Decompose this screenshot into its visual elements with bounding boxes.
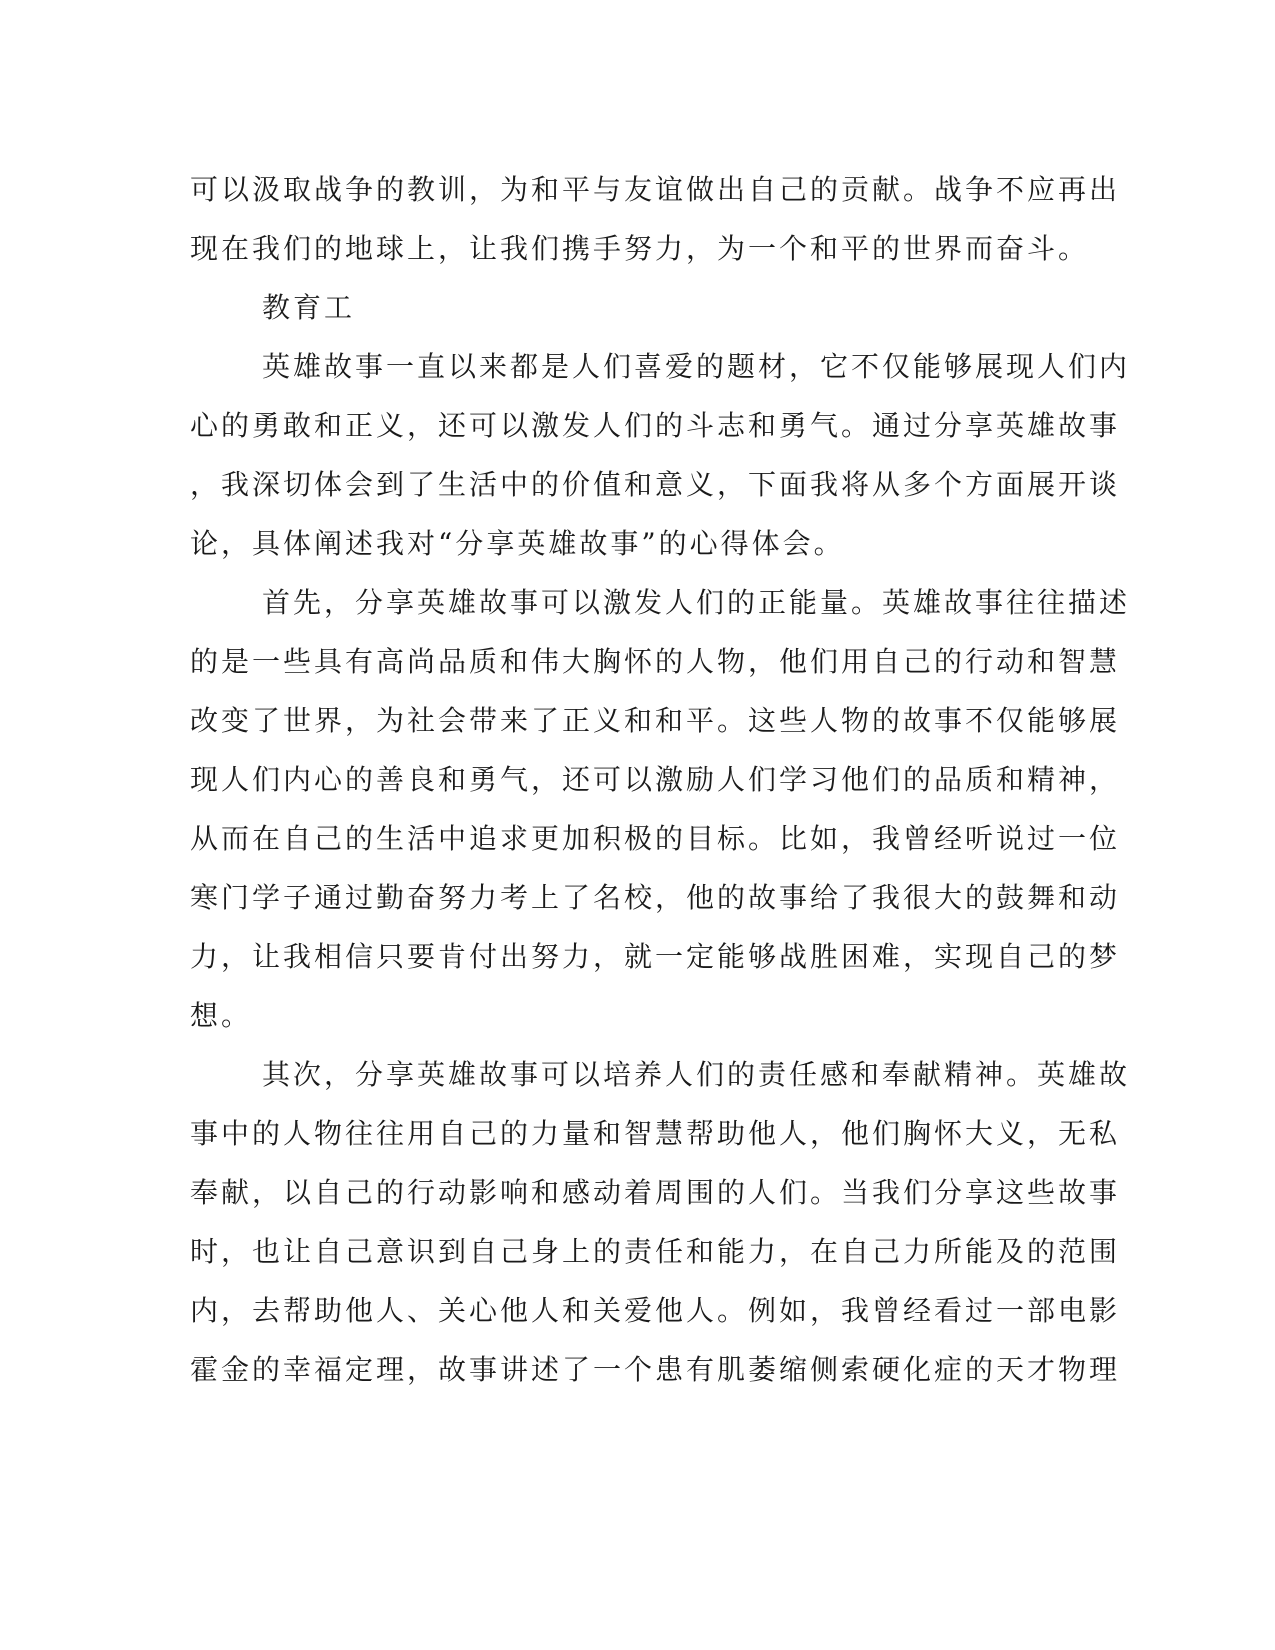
text-line: 内，去帮助他人、关心他人和关爱他人。例如，我曾经看过一部电影 [190,1294,1121,1327]
text-line: 现在我们的地球上，让我们携手努力，为一个和平的世界而奋斗。 [190,232,1090,265]
text-line: 的是一些具有高尚品质和伟大胸怀的人物，他们用自己的行动和智慧 [190,645,1121,678]
body-text [190,160,1131,1399]
text-line: 心的勇敢和正义，还可以激发人们的斗志和勇气。通过分享英雄故事 [190,409,1121,442]
text-line: 想。 [190,999,253,1032]
text-line: 霍金的幸福定理，故事讲述了一个患有肌萎缩侧索硬化症的天才物理 [190,1353,1121,1386]
text-line: 现人们内心的善良和勇气，还可以激励人们学习他们的品质和精神， [190,763,1121,796]
text-line: 从而在自己的生活中追求更加积极的目标。比如，我曾经听说过一位 [190,822,1121,855]
text-line: 力，让我相信只要肯付出努力，就一定能够战胜困难，实现自己的梦 [190,940,1121,973]
text-line: 时，也让自己意识到自己身上的责任和能力，在自己力所能及的范围 [190,1235,1121,1268]
paragraph-first-line: 首先，分享英雄故事可以激发人们的正能量。英雄故事往往描述 [262,586,1131,619]
text-line: 可以汲取战争的教训，为和平与友谊做出自己的贡献。战争不应再出 [190,173,1121,206]
text-line: 奉献，以自己的行动影响和感动着周围的人们。当我们分享这些故事 [190,1176,1121,1209]
section-heading: 教育工 [262,291,356,324]
text-line: ，我深切体会到了生活中的价值和意义，下面我将从多个方面展开谈 [190,468,1121,501]
text-line: 寒门学子通过勤奋努力考上了名校，他的故事给了我很大的鼓舞和动 [190,881,1121,914]
text-line: 事中的人物往往用自己的力量和智慧帮助他人，他们胸怀大义，无私 [190,1117,1121,1150]
paragraph-first-line: 其次，分享英雄故事可以培养人们的责任感和奉献精神。英雄故 [262,1058,1131,1091]
text-line: 论，具体阐述我对“分享英雄故事”的心得体会。 [190,527,845,560]
text-line: 改变了世界，为社会带来了正义和和平。这些人物的故事不仅能够展 [190,704,1121,737]
paragraph-first-line: 英雄故事一直以来都是人们喜爱的题材，它不仅能够展现人们内 [262,350,1131,383]
